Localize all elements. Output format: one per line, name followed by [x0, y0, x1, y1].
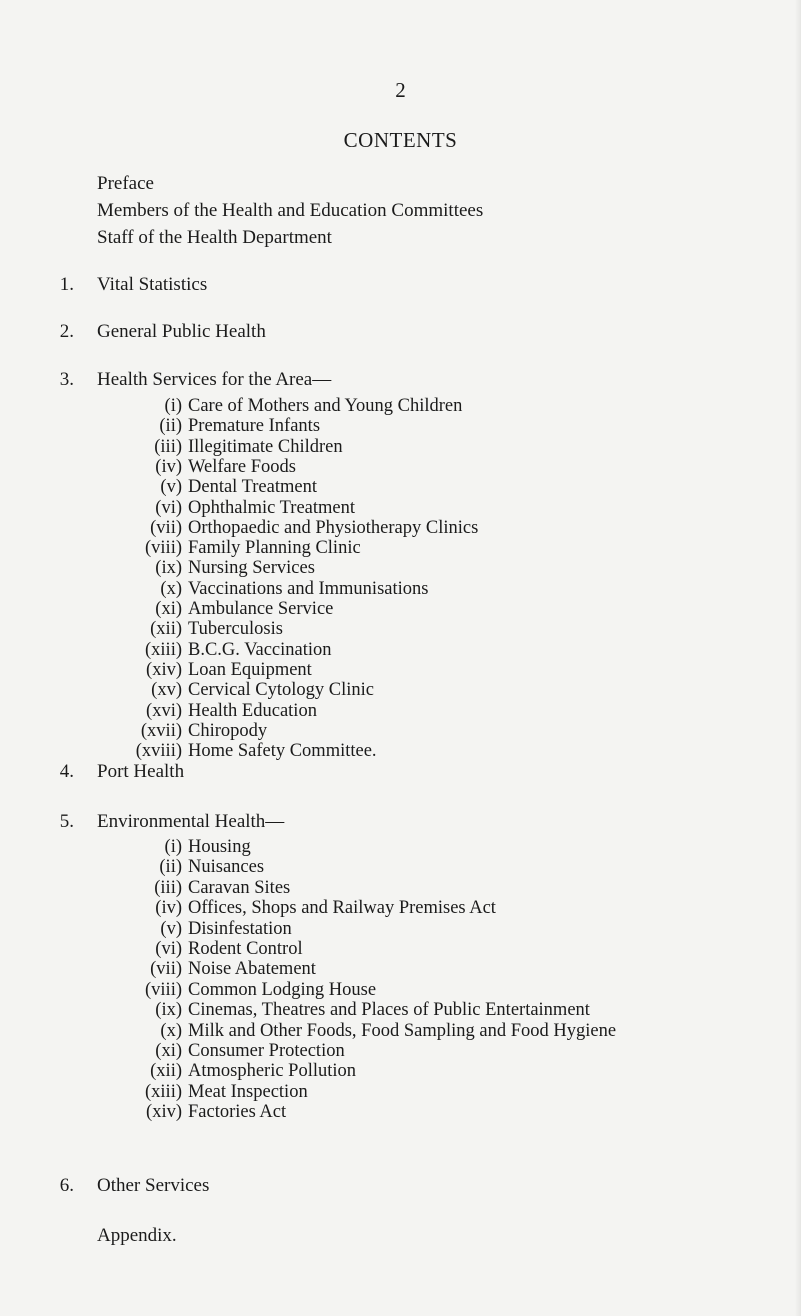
list-item: Rodent Control — [188, 939, 303, 959]
list-item: Consumer Protection — [188, 1041, 345, 1061]
item-numeral: (xi) — [155, 599, 182, 619]
item-numeral: (xiv) — [146, 1102, 182, 1123]
item-numeral: (xiii) — [145, 1081, 182, 1102]
list-item: Offices, Shops and Railway Premises Act — [188, 898, 496, 919]
section-number: 6. — [59, 1175, 74, 1196]
list-item: Vaccinations and Immunisations — [188, 578, 429, 599]
item-numeral: (ii) — [159, 857, 182, 878]
item-numeral: (xi) — [155, 1041, 182, 1061]
item-numeral: (x) — [160, 578, 182, 599]
section-number: 2. — [59, 321, 74, 342]
item-numeral: (vi) — [155, 939, 182, 959]
item-numeral: (xvii) — [140, 720, 182, 741]
section-title-environmental-health: Environmental Health— — [97, 811, 285, 832]
item-numeral: (xviii) — [135, 741, 182, 762]
item-numeral: (vii) — [150, 517, 182, 538]
section-title-vital-statistics: Vital Statistics — [97, 274, 208, 295]
toc-members: Members of the Health and Education Committees — [97, 200, 484, 221]
page-number: 2 — [395, 78, 406, 102]
item-numeral: (iv) — [155, 456, 182, 477]
list-item: Illegitimate Children — [188, 436, 343, 457]
list-item: Caravan Sites — [188, 877, 291, 898]
section-number: 5. — [59, 811, 74, 832]
section-number: 3. — [59, 369, 74, 390]
item-numeral: (iii) — [154, 436, 182, 457]
section-title-health-services: Health Services for the Area— — [97, 369, 332, 390]
toc-staff: Staff of the Health Department — [97, 227, 332, 248]
item-numeral: (iii) — [154, 877, 182, 898]
section-title-other-services: Other Services — [97, 1175, 210, 1196]
item-numeral: (i) — [164, 396, 182, 416]
item-numeral: (xvi) — [146, 700, 182, 721]
item-numeral: (vii) — [150, 959, 182, 980]
item-numeral: (ix) — [155, 1000, 182, 1021]
list-item: Nursing Services — [188, 558, 315, 579]
toc-preface: Preface — [97, 173, 154, 194]
list-item: Factories Act — [188, 1102, 287, 1123]
list-item: Care of Mothers and Young Children — [188, 396, 463, 416]
list-item: Common Lodging House — [188, 979, 377, 1000]
list-item: Chiropody — [188, 720, 268, 741]
list-item: Family Planning Clinic — [188, 538, 361, 559]
item-numeral: (ii) — [159, 416, 182, 437]
list-item: Noise Abatement — [188, 959, 316, 980]
item-numeral: (xiii) — [145, 639, 182, 660]
item-numeral: (v) — [160, 477, 182, 498]
list-item: Atmospheric Pollution — [188, 1061, 357, 1082]
item-numeral: (xiv) — [146, 659, 182, 680]
section-number: 1. — [59, 274, 74, 295]
list-item: Ambulance Service — [188, 599, 334, 619]
item-numeral: (i) — [164, 837, 182, 857]
section-number: 4. — [59, 761, 74, 782]
item-numeral: (xv) — [151, 680, 182, 701]
toc-appendix: Appendix. — [97, 1225, 177, 1246]
list-item: Cervical Cytology Clinic — [188, 680, 375, 701]
item-numeral: (iv) — [155, 898, 182, 919]
list-item: Nuisances — [188, 857, 265, 878]
list-item: Meat Inspection — [188, 1081, 308, 1102]
list-item: Premature Infants — [188, 416, 321, 437]
list-item: Loan Equipment — [188, 659, 312, 680]
item-numeral: (x) — [160, 1020, 182, 1041]
list-item: B.C.G. Vaccination — [188, 639, 332, 660]
item-numeral: (viii) — [145, 979, 182, 1000]
list-item: Home Safety Committee. — [188, 741, 377, 762]
list-item: Ophthalmic Treatment — [188, 497, 355, 518]
item-numeral: (viii) — [145, 538, 182, 559]
section-title-general-public-health: General Public Health — [97, 321, 266, 342]
section-title-port-health: Port Health — [97, 761, 185, 782]
list-item: Housing — [188, 837, 251, 857]
list-item: Disinfestation — [188, 918, 292, 939]
item-numeral: (ix) — [155, 558, 182, 579]
item-numeral: (xii) — [150, 619, 182, 640]
list-item: Cinemas, Theatres and Places of Public Entertainment — [188, 1000, 590, 1021]
list-item: Dental Treatment — [188, 477, 317, 498]
page-edge-shadow — [795, 0, 801, 1316]
list-item: Orthopaedic and Physiotherapy Clinics — [188, 517, 479, 538]
list-item: Tuberculosis — [188, 619, 283, 640]
list-item: Health Education — [188, 700, 317, 721]
item-numeral: (v) — [160, 918, 182, 939]
page-title: CONTENTS — [343, 128, 458, 152]
list-item: Welfare Foods — [188, 456, 296, 477]
item-numeral: (vi) — [155, 497, 182, 518]
list-item: Milk and Other Foods, Food Sampling and Food Hygiene — [188, 1020, 617, 1041]
item-numeral: (xii) — [150, 1061, 182, 1082]
